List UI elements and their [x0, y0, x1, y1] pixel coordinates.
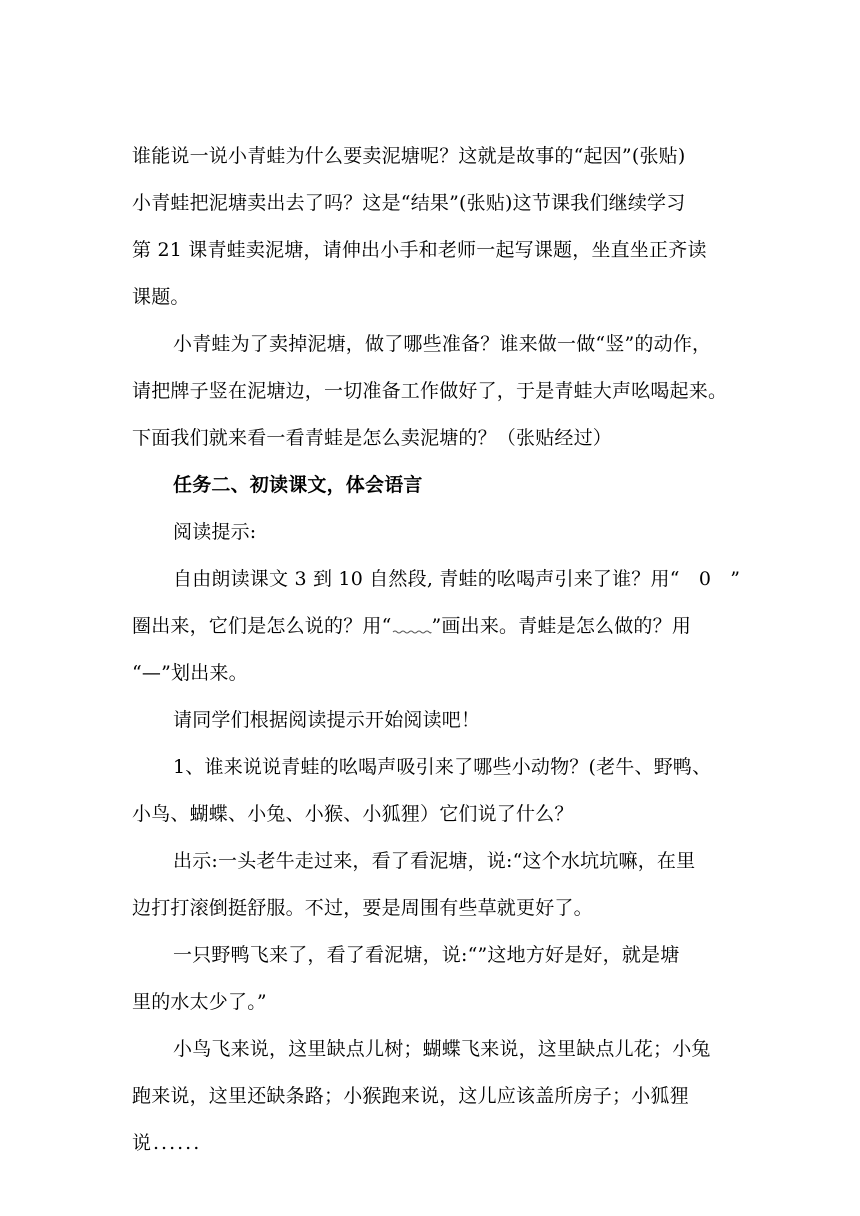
- paragraph-6-line-2: 边打打滚倒挺舒服。不过，要是周围有些草就更好了。: [132, 897, 593, 919]
- paragraph-2-line-3: 下面我们就来看一看青蛙是怎么卖泥塘的？（张贴经过）: [132, 427, 613, 449]
- task-heading: 任务二、初读课文，体会语言: [173, 474, 423, 496]
- paragraph-5-line-1: 1、谁来说说青蛙的吆喝声吸引来了哪些小动物？(老牛、野鸭、: [173, 756, 712, 778]
- paragraph-8-line-3: 说......: [132, 1132, 202, 1154]
- paragraph-3-line-2-before: 圈出来，它们是怎么说的？用“: [132, 615, 392, 637]
- paragraph-2-line-1: 小青蛙为了卖掉泥塘，做了哪些准备？谁来做一做“竖”的动作，: [173, 333, 712, 355]
- paragraph-1-line-4: 课题。: [132, 286, 190, 308]
- paragraph-1-line-1: 谁能说一说小青蛙为什么要卖泥塘呢？这就是故事的“起因”(张贴): [132, 145, 686, 167]
- paragraph-5-line-2: 小鸟、蝴蝶、小兔、小猴、小狐狸）它们说了什么？: [132, 803, 574, 825]
- paragraph-2-line-2: 请把牌子竖在泥塘边，一切准备工作做好了，于是青蛙大声吆喝起来。: [132, 380, 728, 402]
- wavy-underline-mark: [392, 617, 432, 635]
- paragraph-7-line-1: 一只野鸭飞来了，看了看泥塘，说:“”这地方好是好，就是塘: [173, 944, 680, 966]
- paragraph-3-line-3: “—”划出来。: [132, 662, 248, 684]
- paragraph-3-line-2: [132, 613, 832, 639]
- paragraph-3-line-1: 自由朗读课文 3 到 10 自然段, 青蛙的吆喝声引来了谁？用“ 0 ”: [173, 568, 741, 590]
- paragraph-8-line-1: 小鸟飞来说，这里缺点儿树；蝴蝶飞来说，这里缺点儿花；小兔: [173, 1038, 711, 1060]
- paragraph-4: 请同学们根据阅读提示开始阅读吧！: [173, 709, 481, 731]
- paragraph-6-line-1: 出示:一头老牛走过来，看了看泥塘，说:“这个水坑坑嘛，在里: [173, 850, 696, 872]
- paragraph-3-line-2-after: ”画出来。青蛙是怎么做的？用: [431, 615, 692, 637]
- paragraph-1-line-2: 小青蛙把泥塘卖出去了吗？这是“结果”(张贴)这节课我们继续学习: [132, 192, 686, 214]
- paragraph-1-line-3: 第 21 课青蛙卖泥塘，请伸出小手和老师一起写课题，坐直坐正齐读: [132, 239, 707, 261]
- paragraph-7-line-2: 里的水太少了。”: [132, 991, 267, 1013]
- reading-tip-label: 阅读提示:: [173, 521, 257, 543]
- paragraph-8-line-2: 跑来说，这里还缺条路；小猴跑来说，这儿应该盖所房子；小狐狸: [132, 1085, 689, 1107]
